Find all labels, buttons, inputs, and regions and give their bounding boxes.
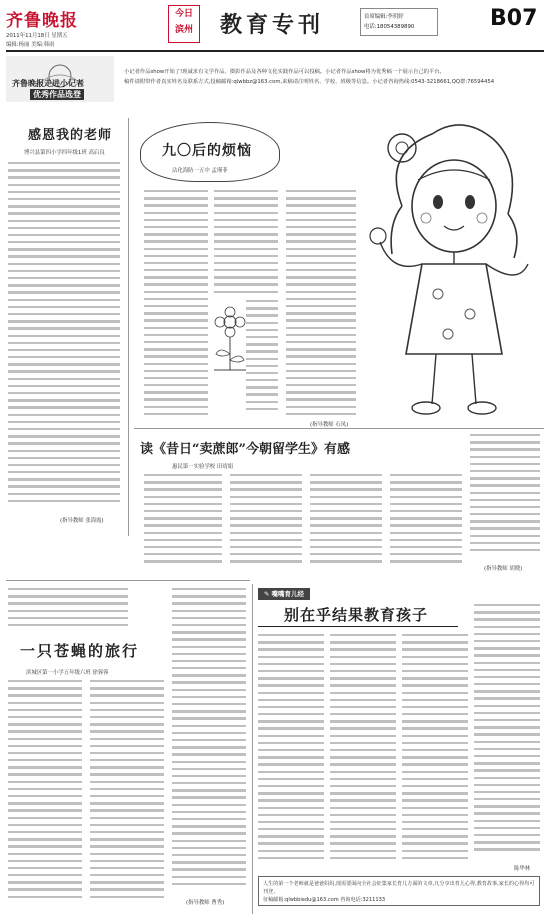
flower-illustration: [210, 304, 250, 376]
call-text: 人生的第一个老师就是爸爸妈妈,现需要面向全社会征集家长育儿方面的文章,凡分享出育儿心得,教育故事,家长的心得均可刊登。: [263, 881, 535, 895]
badge-top: 今日: [174, 9, 193, 19]
contact-phone: 电话:18054389890: [364, 24, 415, 30]
article-note: (指导教师 石凤): [310, 422, 349, 428]
article-body-col1: [258, 634, 324, 866]
article-byline: 博兴县第四小学四年级1班 高启良: [24, 150, 105, 156]
article-body-col1: [144, 474, 222, 570]
article-note: (指导教师 胡晓): [484, 566, 523, 572]
article-body-col3: [172, 588, 246, 894]
masthead: [0, 0, 550, 50]
chat-icon: ✎: [264, 590, 270, 598]
article-body-col1: [144, 190, 208, 420]
article-body-col1: [8, 680, 82, 908]
page-number: B07: [490, 6, 538, 31]
article-gratitude: [6, 118, 124, 536]
article-byline: 沾化海防一五中 孟瑾菲: [172, 168, 228, 174]
banner-graphic: [6, 56, 114, 102]
article-body-col2: [214, 190, 278, 300]
girl-illustration: [362, 114, 542, 424]
article4-top-rule: [6, 580, 250, 581]
article-reflection: [134, 430, 544, 576]
contact-editor: 首席编辑:李玥婷: [364, 14, 404, 20]
city-badge: [168, 5, 200, 43]
masthead-rule: [6, 50, 544, 52]
article-body-col3: [286, 190, 356, 420]
banner-notice-2: 稿件请附带作者真实姓名及联系方式,投稿邮箱:qlwbbz@163.com,来稿请注明姓名、学校、班级等信息。小记者咨询热线:0543-3218661,QQ群:76594454: [124, 79, 495, 85]
contact-box: [360, 8, 438, 36]
article-title: 感恩我的老师: [28, 128, 113, 143]
article-title: 别在乎结果教育孩子: [284, 606, 429, 624]
title-underline: [258, 626, 458, 627]
article-title: 读《昔日“卖蔗郎”今朝留学生》有感: [140, 442, 350, 457]
column-divider: [252, 584, 253, 914]
banner-label-2: 优秀作品选登: [30, 89, 84, 100]
kicker-tag: [258, 588, 310, 600]
call-for-submissions: [258, 876, 540, 906]
paper-logo: 齐鲁晚报: [6, 11, 78, 31]
article-title: 九〇后的烦恼: [162, 143, 252, 159]
article-body-col2: [230, 474, 302, 570]
banner-label-1: 齐鲁晚报走进小记者: [12, 79, 84, 88]
article-byline: 滨城区第一小学五年级六班 徐蓉蓉: [26, 670, 109, 676]
article-byline: 惠民第一实验学校 田靖娟: [172, 464, 234, 470]
article-fly: [6, 584, 250, 914]
article3-top-rule: [134, 428, 544, 429]
article-body: [8, 162, 120, 508]
editor-line: 编辑:杨丽 美编:韩雨: [6, 42, 55, 48]
article-note: (指导教师 曹秀): [186, 900, 225, 906]
article-body-col4: [474, 604, 540, 860]
banner-notice-1: 小记者作品show开始了!现诚求有文学作品、摄影作品及各种文化实践作品可以投稿。小记者作品show将为优秀稿一个展示自己的平台。: [124, 69, 445, 75]
article-body-col3: [402, 634, 468, 866]
article-body-col5: [470, 434, 540, 560]
badge-bottom: 滨州: [174, 25, 193, 35]
article-title: 一只苍蝇的旅行: [20, 642, 140, 660]
article-body-top: [8, 588, 128, 632]
date-line: 2011年11月18日 星期五: [6, 33, 68, 39]
call-contact: 征稿邮箱:qlwbbiedu@163.com 咨询电话:3211133: [263, 897, 386, 903]
kicker-text: 嘴嘴育儿经: [271, 590, 304, 598]
column-divider: [128, 118, 129, 536]
article-body-col2: [90, 680, 164, 908]
article-note: 陈华林: [514, 866, 531, 872]
article-body-col4: [390, 474, 462, 570]
section-title: 教育专刊: [220, 12, 325, 38]
article-parenting: [256, 584, 544, 914]
article-note: (指导教师 张海霞): [60, 518, 104, 524]
article-body-col2: [330, 634, 396, 866]
article-90s: [134, 114, 544, 434]
article-body-col2b: [246, 300, 278, 420]
banner: [6, 56, 544, 102]
article-body-col3: [310, 474, 382, 570]
